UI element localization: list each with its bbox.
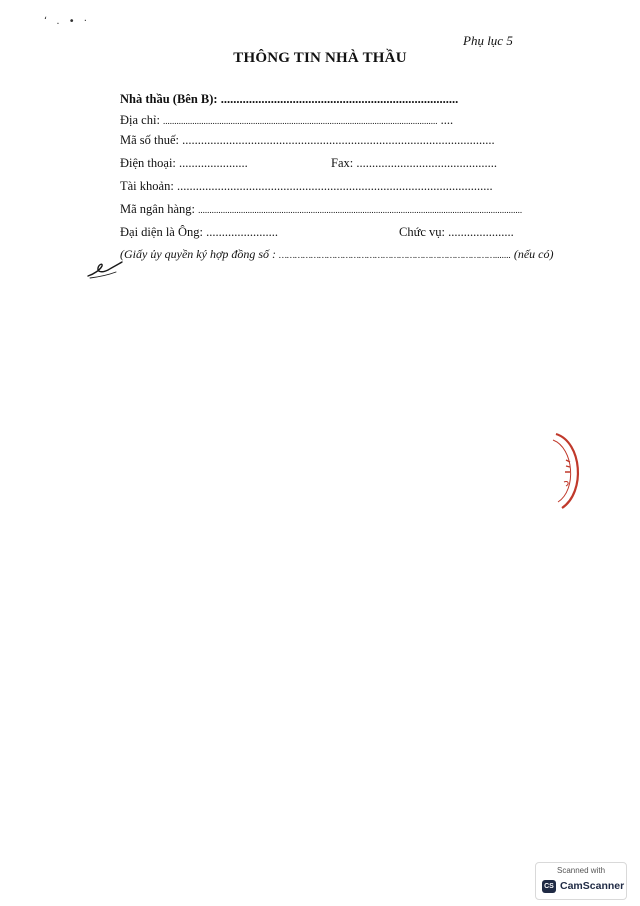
- page-title: THÔNG TIN NHÀ THẦU: [233, 50, 407, 66]
- seal-stamp: [552, 432, 586, 510]
- fax-label: Fax:: [331, 156, 354, 170]
- appendix-label: Phụ lục 5: [463, 33, 513, 48]
- tax-field: ....................................................................................................: [182, 133, 495, 147]
- position-label: Chức vụ:: [399, 225, 446, 239]
- signature-mark: [86, 256, 126, 280]
- position-row: [399, 225, 514, 240]
- contractor-row: [120, 92, 458, 107]
- watermark-brand: CamScanner: [560, 880, 625, 892]
- account-label: Tài khoản:: [120, 179, 174, 193]
- tax-label: Mã số thuế:: [120, 133, 180, 147]
- contractor-field: ............................................................................: [220, 92, 459, 106]
- scan-specks: ʻ . • ·: [44, 16, 90, 27]
- position-field: .....................: [448, 225, 514, 239]
- watermark-caption: Scanned with: [556, 866, 606, 875]
- authorization-suffix: (nếu có): [513, 247, 554, 261]
- fax-field: .............................................: [356, 156, 497, 170]
- camscanner-watermark: [535, 862, 627, 900]
- fax-row: [331, 156, 497, 171]
- bank-field: ................................................................................................................................................: [198, 205, 523, 215]
- representative-label: Đại diện là Ông:: [120, 225, 203, 239]
- representative-field: .......................: [206, 225, 278, 239]
- phone-field: ......................: [179, 156, 248, 170]
- phone-row: [120, 156, 248, 171]
- address-field-tail: ....: [440, 113, 454, 127]
- bank-row: [120, 202, 522, 217]
- authorization-label: (Giấy ủy quyền ký hợp đồng số :: [120, 247, 277, 261]
- account-row: [120, 179, 493, 194]
- camscanner-logo-icon: CS: [542, 880, 556, 893]
- authorization-row: [120, 247, 554, 262]
- phone-label: Điện thoại:: [120, 156, 176, 170]
- address-field: ..........................................................................................................................: [163, 116, 438, 126]
- address-row: [120, 113, 453, 128]
- contractor-label: Nhà thầu (Bên B):: [120, 92, 218, 106]
- tax-row: [120, 133, 495, 148]
- bank-label: Mã ngân hàng:: [120, 202, 195, 216]
- authorization-field: ……………………………………………………………………….......: [279, 250, 511, 260]
- account-field: .....................................................................................................: [176, 179, 493, 193]
- address-label: Địa chỉ:: [120, 113, 160, 127]
- representative-row: [120, 225, 278, 240]
